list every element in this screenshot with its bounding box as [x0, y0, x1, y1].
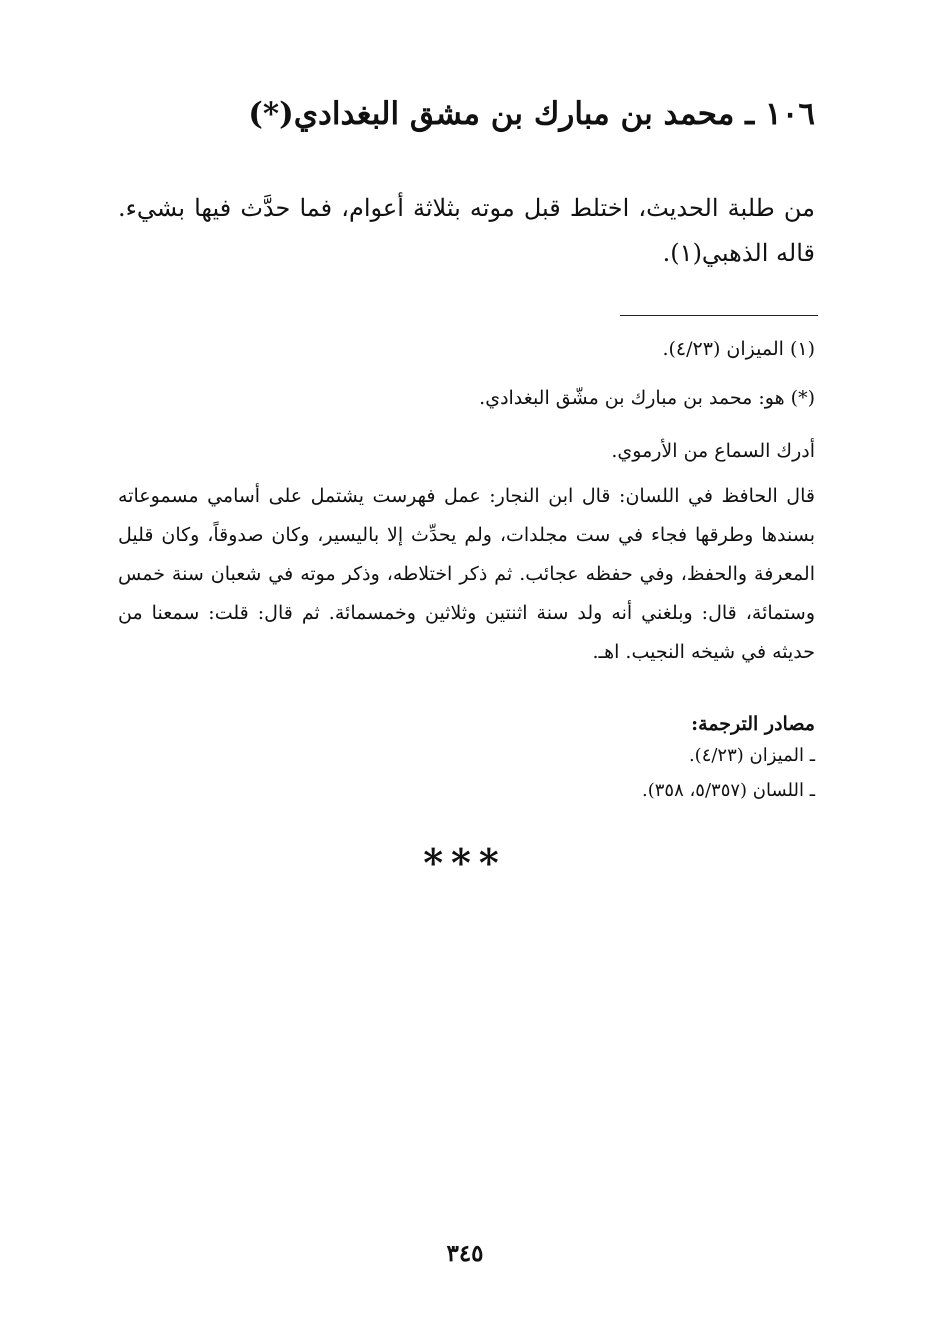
footnote-1: (١) الميزان (٤/٢٣). [662, 338, 815, 360]
source-item: ـ الميزان (٤/٢٣). [688, 745, 815, 766]
source-item: ـ اللسان (٥/٣٥٧، ٣٥٨). [642, 780, 815, 801]
footnote-star: (*) هو: محمد بن مبارك بن مشّق البغدادي. [479, 387, 815, 409]
page-number: ٣٤٥ [446, 1240, 484, 1267]
footnote-separator-line [620, 315, 818, 316]
entry-title: ١٠٦ ـ محمد بن مبارك بن مشق البغدادي(*) [248, 96, 815, 132]
footnote-star-line2: أدرك السماع من الأرموي. [611, 440, 815, 462]
footnote-star-paragraph: قال الحافظ في اللسان: قال ابن النجار: عمل فهرست يشتمل على أسامي مسموعاته بسندها وطرقها فجاء في ست مجلدات، ولم يحدِّث إلا باليسير، وكان صدوقاً، وكان قليل المعرفة والحفظ، وفي حفظه عجائب. ثم ذكر اختلاطه، وذكر موته في شعبان سنة خمس وستمائة، قال: وبلغني أنه ولد سنة اثنتين وثلاثين وخمسمائة. ثم قال: قلت: سمعنا من حديثه في شيخه النجيب. اهـ. [118, 485, 815, 663]
sources-heading: مصادر الترجمة: [691, 713, 815, 735]
section-separator-stars: *** [423, 840, 507, 885]
entry-body-text: من طلبة الحديث، اختلط قبل موته بثلاثة أعوام، فما حدَّث فيها بشيء. قاله الذهبي(١). [118, 194, 815, 267]
